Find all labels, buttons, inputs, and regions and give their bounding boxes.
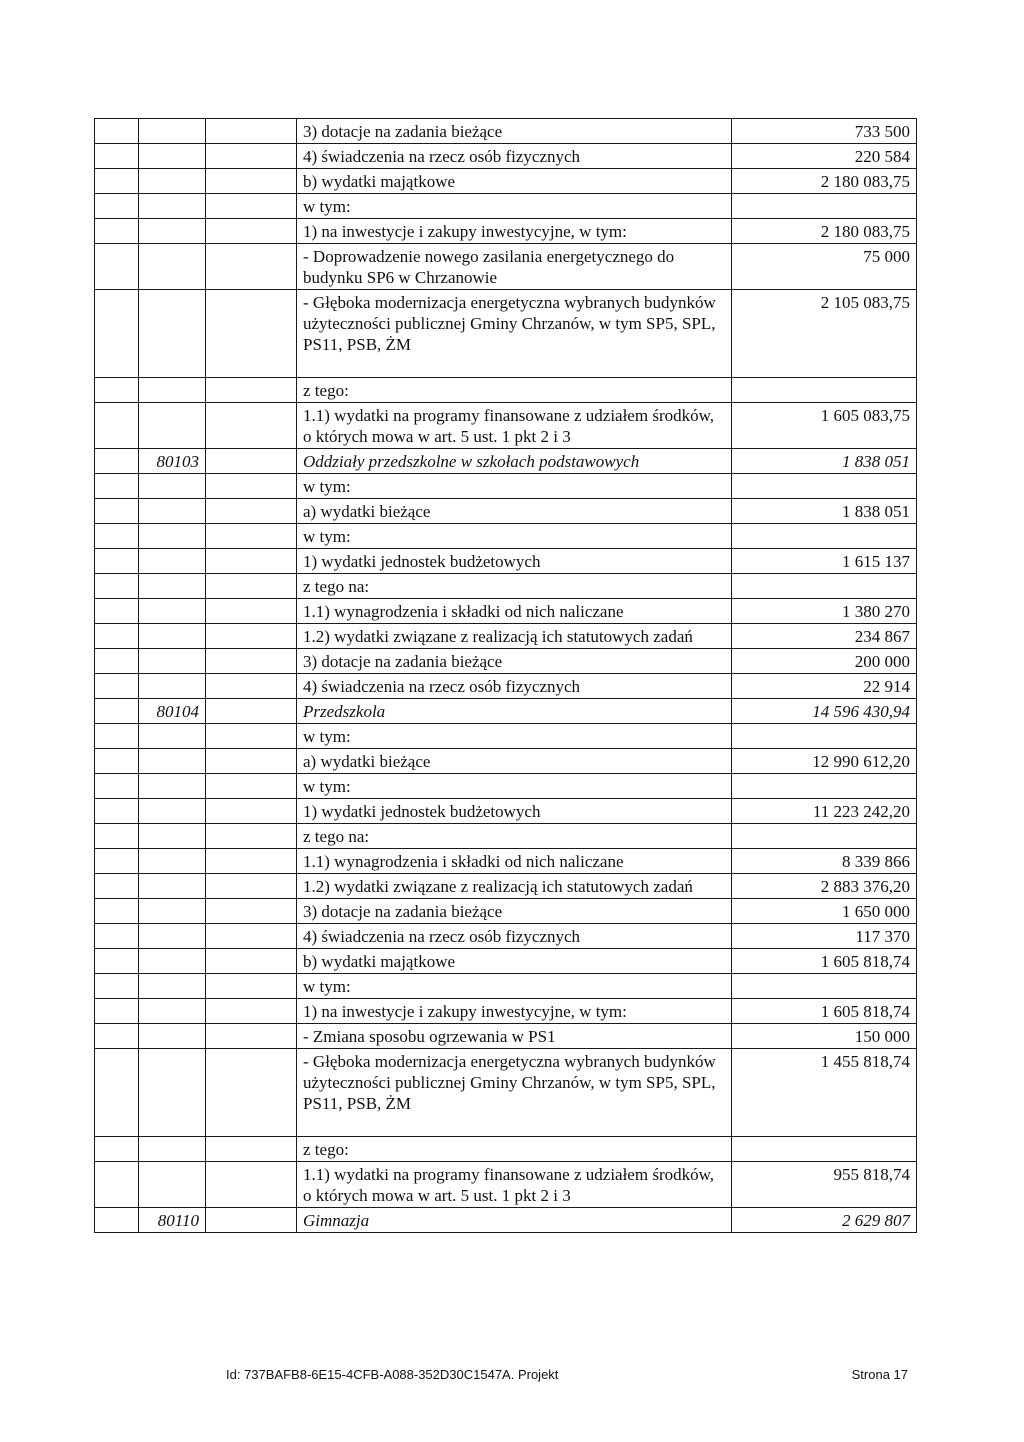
blank-cell [206,599,297,624]
table-row [95,849,917,874]
section-code [139,799,206,824]
blank-cell [206,649,297,674]
row-description: Oddziały przedszkolne w szkołach podstawowych [297,449,732,474]
blank-cell [206,1024,297,1049]
table-row [95,749,917,774]
table-row [95,949,917,974]
section-code [139,1162,206,1208]
row-amount: 1 650 000 [732,899,917,924]
row-description: 4) świadczenia na rzecz osób fizycznych [297,674,732,699]
table-row [95,474,917,499]
blank-cell [95,449,139,474]
table-row [95,169,917,194]
row-amount: 22 914 [732,674,917,699]
blank-cell [95,403,139,449]
row-description: 3) dotacje na zadania bieżące [297,899,732,924]
blank-cell [95,119,139,144]
row-description: 4) świadczenia na rzecz osób fizycznych [297,924,732,949]
table-row [95,1162,917,1208]
row-amount: 2 105 083,75 [732,290,917,378]
table-row [95,674,917,699]
blank-cell [206,699,297,724]
row-description: - Głęboka modernizacja energetyczna wybranych budynków użyteczności publicznej Gminy Chrzanów, w tym SP5, SPL, PS11, PSB, ŻM [297,1049,732,1137]
row-description: 4) świadczenia na rzecz osób fizycznych [297,144,732,169]
row-amount: 75 000 [732,244,917,290]
row-amount [732,774,917,799]
blank-cell [206,1137,297,1162]
section-code: 80104 [139,699,206,724]
row-amount: 1 455 818,74 [732,1049,917,1137]
row-description: 1.1) wynagrodzenia i składki od nich naliczane [297,599,732,624]
row-description: w tym: [297,974,732,999]
blank-cell [206,974,297,999]
section-code [139,144,206,169]
blank-cell [206,624,297,649]
row-amount: 1 615 137 [732,549,917,574]
section-code [139,924,206,949]
row-description: b) wydatki majątkowe [297,949,732,974]
row-amount [732,474,917,499]
row-description: z tego na: [297,824,732,849]
row-amount: 12 990 612,20 [732,749,917,774]
section-code [139,649,206,674]
row-description: 3) dotacje na zadania bieżące [297,649,732,674]
table-row [95,599,917,624]
blank-cell [95,169,139,194]
table-row [95,924,917,949]
row-description: z tego na: [297,574,732,599]
row-description: 1.2) wydatki związane z realizacją ich statutowych zadań [297,874,732,899]
blank-cell [95,799,139,824]
blank-cell [206,1162,297,1208]
blank-cell [206,899,297,924]
section-code [139,599,206,624]
table-row [95,799,917,824]
row-amount: 1 605 818,74 [732,999,917,1024]
blank-cell [95,219,139,244]
table-row [95,774,917,799]
section-code [139,899,206,924]
table-row [95,974,917,999]
row-amount: 1 380 270 [732,599,917,624]
blank-cell [206,194,297,219]
blank-cell [206,1208,297,1233]
blank-cell [95,649,139,674]
table-row [95,899,917,924]
row-amount: 150 000 [732,1024,917,1049]
row-description: z tego: [297,1137,732,1162]
budget-table [94,118,917,1233]
row-description: - Doprowadzenie nowego zasilania energetycznego do budynku SP6 w Chrzanowie [297,244,732,290]
table-row [95,649,917,674]
blank-cell [206,403,297,449]
blank-cell [95,1024,139,1049]
blank-cell [95,999,139,1024]
blank-cell [95,849,139,874]
blank-cell [206,574,297,599]
section-code [139,524,206,549]
blank-cell [206,874,297,899]
blank-cell [95,474,139,499]
row-description: 3) dotacje na zadania bieżące [297,119,732,144]
blank-cell [206,749,297,774]
section-code [139,774,206,799]
table-row [95,824,917,849]
blank-cell [206,799,297,824]
blank-cell [95,574,139,599]
table-row [95,999,917,1024]
section-code [139,749,206,774]
blank-cell [206,474,297,499]
table-row [95,119,917,144]
section-code [139,119,206,144]
section-code [139,378,206,403]
section-code [139,874,206,899]
blank-cell [95,524,139,549]
blank-cell [95,499,139,524]
blank-cell [95,290,139,378]
table-row [95,499,917,524]
table-row [95,524,917,549]
blank-cell [206,824,297,849]
blank-cell [206,244,297,290]
section-code [139,849,206,874]
row-amount [732,724,917,749]
blank-cell [206,1049,297,1137]
table-row [95,1024,917,1049]
table-row [95,1137,917,1162]
row-description: a) wydatki bieżące [297,749,732,774]
blank-cell [95,549,139,574]
blank-cell [95,724,139,749]
row-description: 1.1) wydatki na programy finansowane z udziałem środków, o których mowa w art. 5 ust. 1 pkt 2 i 3 [297,403,732,449]
table-row [95,1049,917,1137]
blank-cell [206,549,297,574]
row-amount: 220 584 [732,144,917,169]
blank-cell [206,290,297,378]
page-number: Strona 17 [851,1367,908,1382]
row-amount: 1 838 051 [732,499,917,524]
blank-cell [206,949,297,974]
section-row [95,1208,917,1233]
blank-cell [95,1208,139,1233]
blank-cell [206,774,297,799]
section-code [139,724,206,749]
blank-cell [95,899,139,924]
section-code [139,574,206,599]
row-description: b) wydatki majątkowe [297,169,732,194]
table-row [95,624,917,649]
section-code [139,499,206,524]
section-code [139,974,206,999]
section-code [139,219,206,244]
blank-cell [95,1137,139,1162]
blank-cell [206,499,297,524]
row-description: z tego: [297,378,732,403]
section-code: 80103 [139,449,206,474]
row-amount: 14 596 430,94 [732,699,917,724]
blank-cell [206,378,297,403]
row-amount [732,378,917,403]
row-description: 1) na inwestycje i zakupy inwestycyjne, w tym: [297,999,732,1024]
row-amount [732,974,917,999]
section-code [139,624,206,649]
section-code [139,169,206,194]
section-code [139,244,206,290]
blank-cell [206,169,297,194]
section-code [139,674,206,699]
section-row [95,449,917,474]
blank-cell [206,849,297,874]
section-code [139,194,206,219]
blank-cell [206,999,297,1024]
blank-cell [95,924,139,949]
row-amount: 2 180 083,75 [732,169,917,194]
section-row [95,699,917,724]
row-amount: 733 500 [732,119,917,144]
blank-cell [206,449,297,474]
blank-cell [206,144,297,169]
blank-cell [206,524,297,549]
row-amount: 234 867 [732,624,917,649]
budget-table-body [95,119,917,1233]
section-code [139,549,206,574]
row-amount [732,1137,917,1162]
row-amount: 2 180 083,75 [732,219,917,244]
row-amount: 200 000 [732,649,917,674]
section-code [139,1137,206,1162]
row-amount: 8 339 866 [732,849,917,874]
row-amount: 1 838 051 [732,449,917,474]
blank-cell [95,1049,139,1137]
section-code [139,1049,206,1137]
row-description: a) wydatki bieżące [297,499,732,524]
row-description: Gimnazja [297,1208,732,1233]
row-description: w tym: [297,194,732,219]
table-row [95,144,917,169]
blank-cell [95,974,139,999]
blank-cell [95,378,139,403]
row-description: 1) wydatki jednostek budżetowych [297,549,732,574]
row-description: 1.1) wydatki na programy finansowane z udziałem środków, o których mowa w art. 5 ust. 1 pkt 2 i 3 [297,1162,732,1208]
blank-cell [206,674,297,699]
blank-cell [95,674,139,699]
row-amount: 117 370 [732,924,917,949]
row-description: Przedszkola [297,699,732,724]
row-description: w tym: [297,474,732,499]
blank-cell [95,874,139,899]
row-description: w tym: [297,524,732,549]
section-code [139,290,206,378]
row-amount: 2 629 807 [732,1208,917,1233]
row-description: w tym: [297,724,732,749]
row-amount [732,574,917,599]
section-code [139,949,206,974]
section-code [139,824,206,849]
blank-cell [206,724,297,749]
table-row [95,574,917,599]
table-row [95,874,917,899]
row-amount [732,524,917,549]
blank-cell [95,949,139,974]
blank-cell [206,219,297,244]
row-description: - Głęboka modernizacja energetyczna wybranych budynków użyteczności publicznej Gminy Chrzanów, w tym SP5, SPL, PS11, PSB, ŻM [297,290,732,378]
blank-cell [95,599,139,624]
table-row [95,194,917,219]
row-description: 1) wydatki jednostek budżetowych [297,799,732,824]
table-row [95,219,917,244]
row-description: 1.2) wydatki związane z realizacją ich statutowych zadań [297,624,732,649]
blank-cell [95,1162,139,1208]
table-row [95,290,917,378]
blank-cell [95,624,139,649]
row-description: 1.1) wynagrodzenia i składki od nich naliczane [297,849,732,874]
row-amount: 955 818,74 [732,1162,917,1208]
section-code [139,1024,206,1049]
blank-cell [95,824,139,849]
row-amount: 1 605 818,74 [732,949,917,974]
blank-cell [206,924,297,949]
section-code [139,999,206,1024]
blank-cell [95,244,139,290]
blank-cell [95,144,139,169]
table-row [95,549,917,574]
row-description: w tym: [297,774,732,799]
table-row [95,244,917,290]
blank-cell [95,194,139,219]
document-id: Id: 737BAFB8-6E15-4CFB-A088-352D30C1547A. Projekt [226,1367,559,1382]
row-amount: 1 605 083,75 [732,403,917,449]
blank-cell [95,774,139,799]
section-code [139,403,206,449]
row-amount: 11 223 242,20 [732,799,917,824]
row-amount [732,194,917,219]
table-row [95,724,917,749]
table-row [95,378,917,403]
blank-cell [206,119,297,144]
row-amount [732,824,917,849]
row-amount: 2 883 376,20 [732,874,917,899]
blank-cell [95,749,139,774]
row-description: - Zmiana sposobu ogrzewania w PS1 [297,1024,732,1049]
section-code [139,474,206,499]
section-code: 80110 [139,1208,206,1233]
row-description: 1) na inwestycje i zakupy inwestycyjne, w tym: [297,219,732,244]
table-row [95,403,917,449]
blank-cell [95,699,139,724]
